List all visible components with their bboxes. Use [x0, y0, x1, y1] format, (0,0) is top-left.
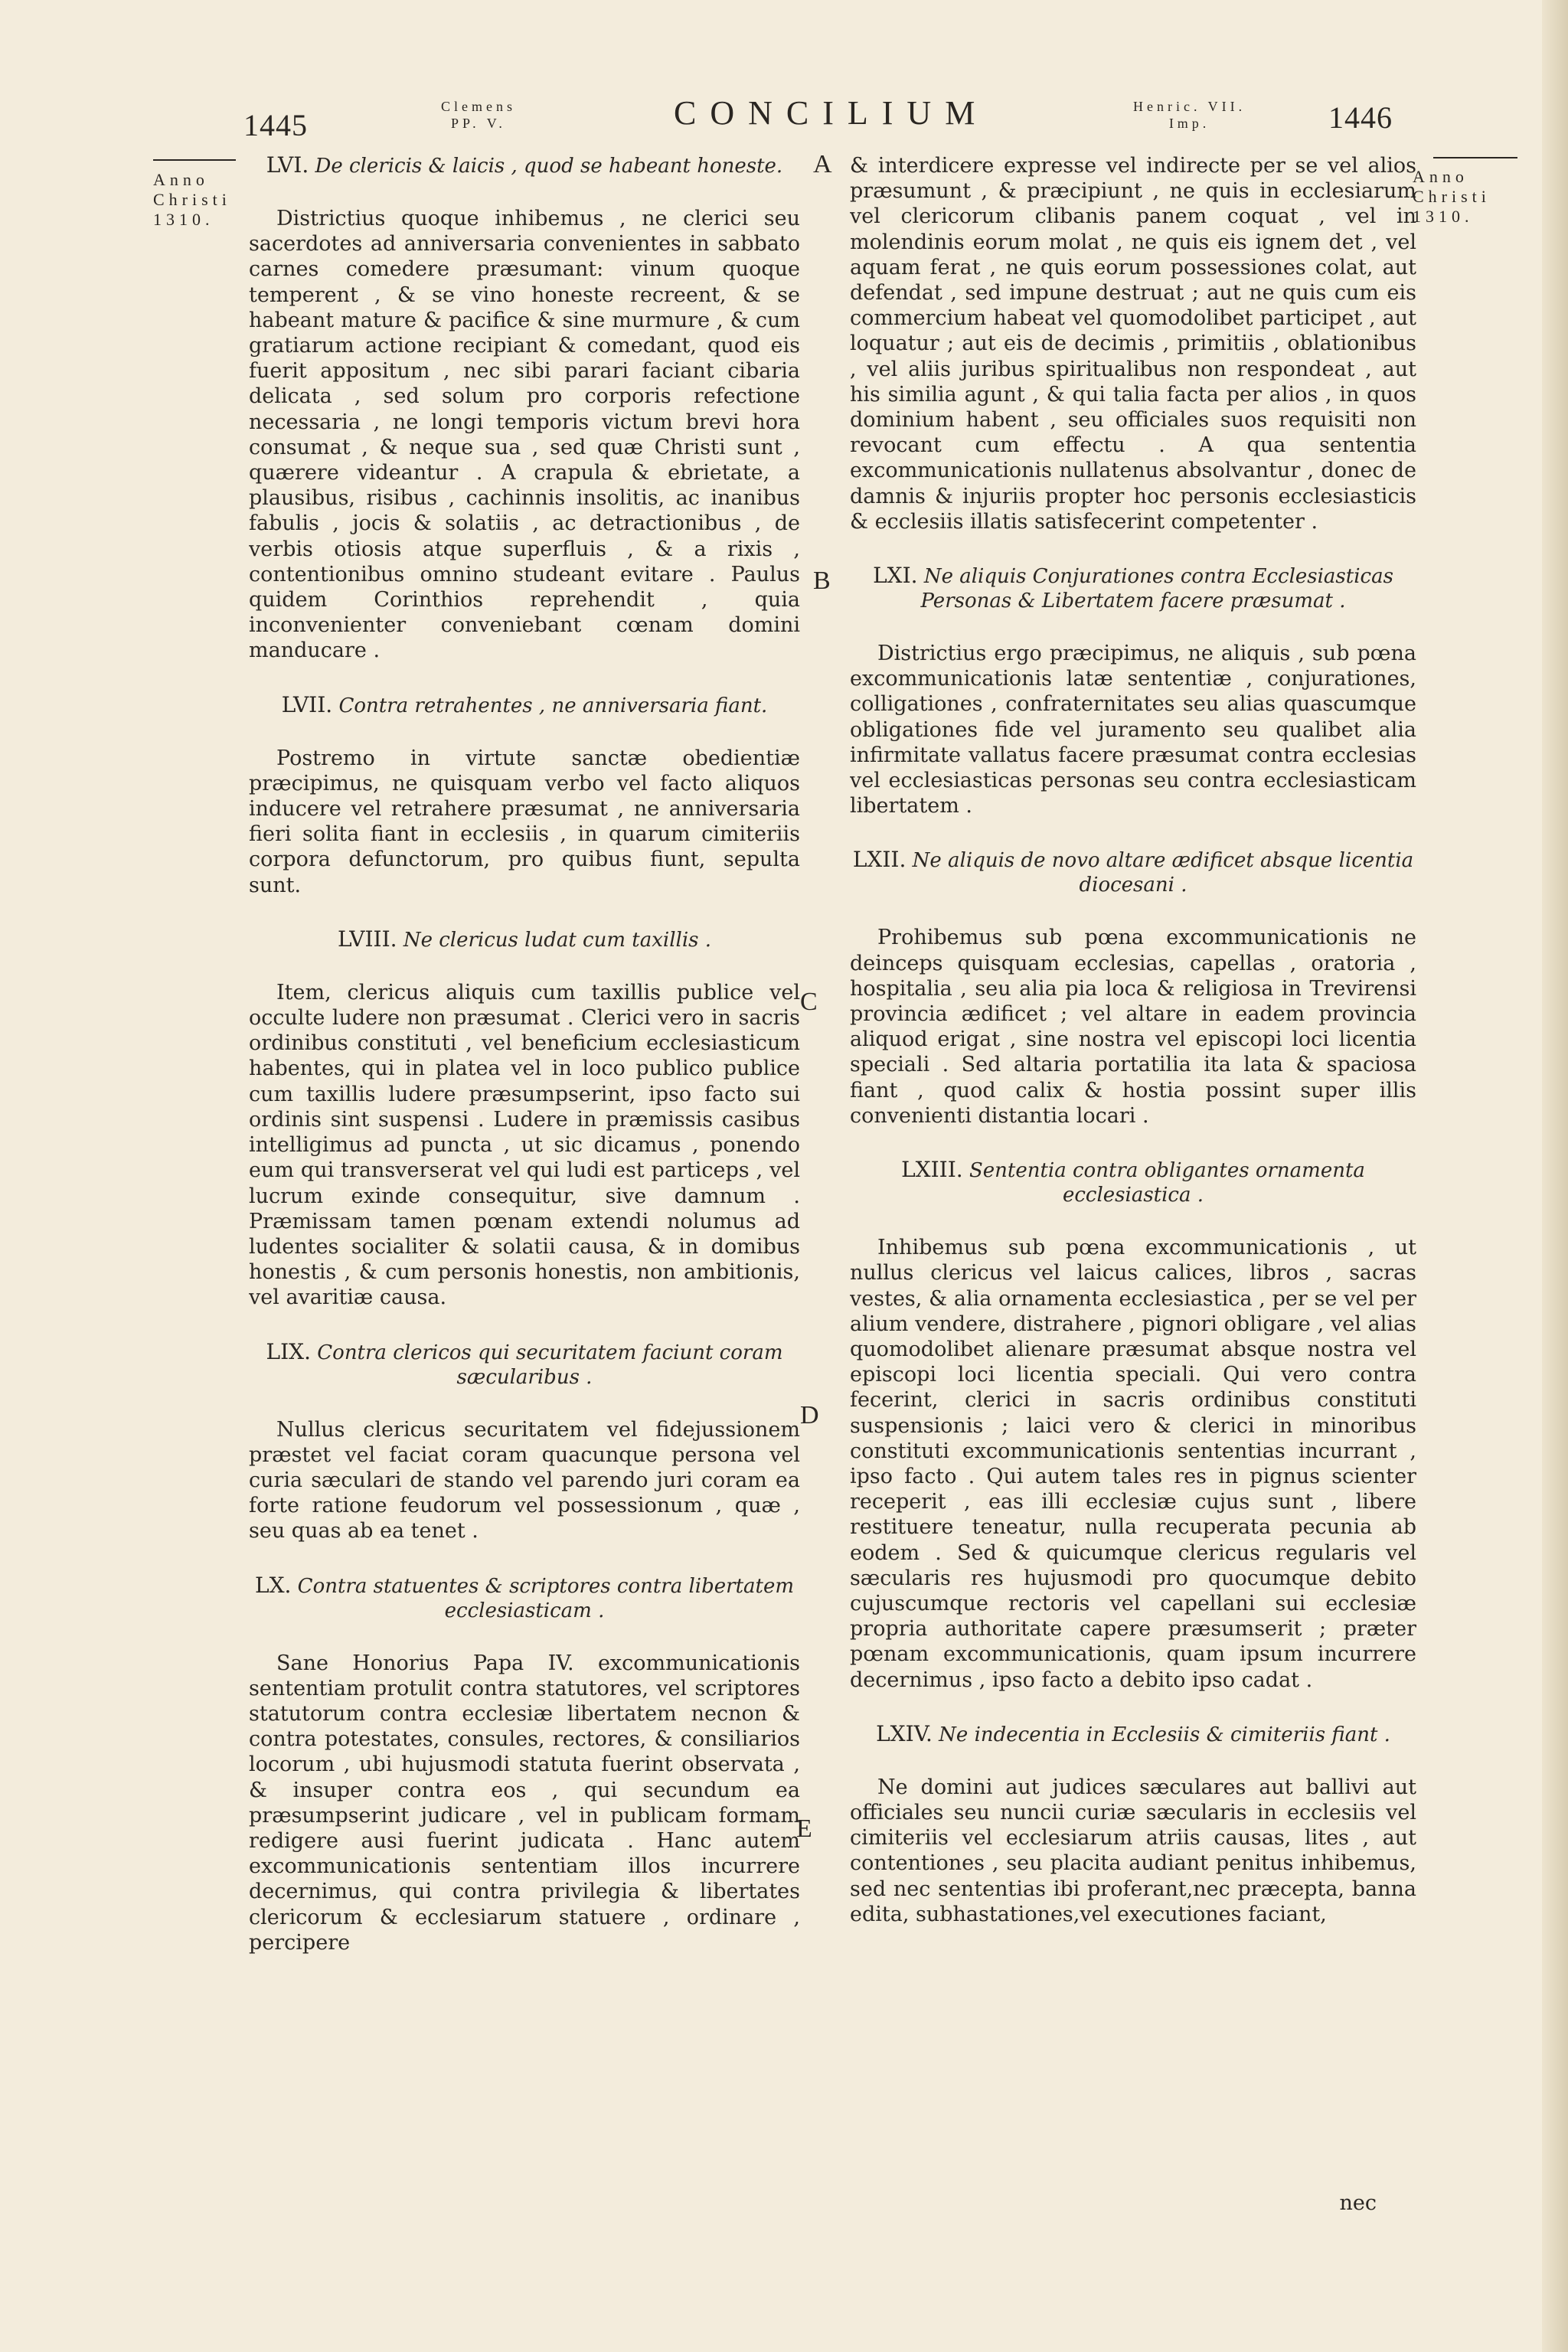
right-side-rule [1433, 157, 1517, 158]
section-paragraph: Districtius quoque inhibemus , ne clerici seu sacerdotes ad anniversaria convenientes in sabbato carnes comedere præsumant: vinum quoque temperent , & se vino honeste recreent, & se habeant mature & pacifice & sine murmure , & cum gratiarum actione recipiant & comedant, quod eis fuerit appositum , nec sibi parari faciant cibaria delicata , sed solum pro corporis refectione necessaria , ne longi temporis victum brevi hora consumat , & neque sua , sed quæ Christi sunt , quærere videantur . A crapula & ebrietate, a plausibus, risibus , cachinnis insolitis, ac inanibus fabulis , jocis & solatiis , ac detractionibus , de verbis otiosis atque superfluis , & a rixis , contentionibus omnino studeant evitare . Paulus quidem Corinthios reprehendit , quia inconvenienter conveniebant cœnam domini manducare . [249, 207, 800, 663]
section-heading [249, 1573, 800, 1623]
left-running-head [441, 98, 516, 132]
section-heading [249, 927, 800, 952]
section-paragraph: Nullus clericus securitatem vel fidejussionem præstet vel faciat coram quacunque persona vel curia sæculari de stando vel parendo juri coram ea forte ratione feudorum vel possessionum , quæ , seu quas ab ea tenet . [249, 1417, 800, 1544]
section-title: Sententia contra obligantes ornamenta ecclesiastica . [969, 1159, 1365, 1207]
right-page-number: 1446 [1328, 100, 1393, 135]
side-note-line: Anno [153, 170, 209, 189]
section-paragraph: Inhibemus sub pœna excommunicationis , ut nullus clericus vel laicus calices, libros , sacras vestes, & alia ornamenta ecclesiastica , per se vel per alium vendere, distrahere , pignori obligare , vel alias quomodolibet alienare præsumat absque nostra vel episcopi loci licentia speciali. Qui vero contra fecerint, clerici in sacris ordinibus constituti suspensionis ; laici vero & clerici in minoribus constituti excommunicationis sententias incurrant , ipso facto . Qui autem tales res in pignus scienter receperit , eas illi ecclesiæ cujus sunt , libere restituere teneatur, nulla recuperata pecunia ab eodem . Sed & quicumque clericus regularis vel sæcularis res hujusmodi pro quocumque debito cujuscumque rectoris vel capellani sui ecclesiæ propria authoritate capere præsumserit ; præter pœnam excommunicationis, quam ipsum incurrere decernimus , ipso facto a debito ipso cadat . [850, 1236, 1416, 1692]
side-note-line: Christi [153, 190, 231, 209]
section-title: Contra clericos qui securitatem faciunt coram sæcularibus . [317, 1341, 783, 1389]
section-lxiii [850, 1158, 1416, 1693]
section-lx-continued [850, 153, 1416, 534]
section-heading [850, 1158, 1416, 1207]
section-title: Ne aliquis de novo altare ædificet absque licentia diocesani . [912, 849, 1414, 897]
catchword: nec [1339, 2191, 1377, 2215]
right-running-head [1133, 98, 1246, 132]
section-heading [249, 153, 800, 178]
left-running-line-2: PP. V. [451, 116, 506, 131]
section-paragraph: Ne domini aut judices sæculares aut ballivi aut officiales seu nuncii curiæ sæcularis in ecclesiis vel cimiteriis vel ecclesiarum atriis causas, lites , aut contentiones , seu placita audiant penitus inhibemus, sed nec sententias ibi proferant,nec præcepta, banna edita, subhastationes,vel executiones faciant, [850, 1775, 1416, 1926]
section-lx [249, 1573, 800, 1955]
section-paragraph: Sane Honorius Papa IV. excommunicationis sententiam protulit contra statutores, vel scriptores statutorum contra ecclesiæ libertatem necnon & contra potestates, consules, rectores, & consiliarios locorum , ubi hujusmodi statuta fuerint observata , & insuper contra eos , qui secundum ea præsumpserint judicare , vel in publicam formam redigere ausi fuerint judicata . Hanc autem excommunicationis sententiam illos incurrere decernimus, qui contra privilegia & libertates clericorum & ecclesiarum statuere , ordinare , percipere [249, 1651, 800, 1955]
section-heading [249, 693, 800, 718]
section-lxi [850, 564, 1416, 818]
left-side-note [153, 170, 231, 230]
section-title: De clericis & laicis , quod se habeant honeste. [315, 155, 783, 178]
section-lxiv [850, 1722, 1416, 1927]
left-running-line-1: Clemens [441, 99, 516, 114]
section-lvii [249, 693, 800, 898]
right-running-line-1: Henric. VII. [1133, 99, 1246, 114]
section-number: LIX. [266, 1338, 311, 1364]
section-title: Contra retrahentes , ne anniversaria fiant. [338, 694, 768, 717]
section-paragraph: Item, clericus aliquis cum taxillis publice vel occulte ludere non præsumat . Clerici vero in sacris ordinibus constituti , vel beneficium ecclesiasticum habentes, qui in platea vel in loco publico publice cum taxillis ludere præsumpserint, ipso facto sui ordinis sint suspensi . Ludere in præmissis casibus intelligimus ad puncta , ut sic dicamus , ponendo eum qui transverserat vel qui ludi est particeps , vel lucrum exinde consequitur, sive damnum . Præmissam tamen pœnam extendi nolumus ad ludentes socialiter & solatii causa, & in domibus honestis , & cum personis honestis, non ambitionis, vel avaritiæ causa. [249, 980, 800, 1310]
right-running-line-2: Imp. [1168, 116, 1210, 131]
section-heading [249, 1340, 800, 1390]
section-number: LVII. [281, 691, 333, 717]
section-number: LXIII. [901, 1157, 963, 1183]
section-heading [850, 564, 1416, 613]
left-page-number: 1445 [243, 108, 308, 142]
section-lxii [850, 848, 1416, 1129]
page-title: CONCILIUM [674, 94, 989, 132]
section-number: LXII. [852, 847, 906, 873]
margin-letter-e: E [796, 1815, 812, 1843]
section-lvi [249, 153, 800, 664]
section-title: Contra statuentes & scriptores contra libertatem ecclesiasticam . [297, 1574, 795, 1622]
side-note-line: Anno [1413, 167, 1468, 186]
section-paragraph: Prohibemus sub pœna excommunicationis ne deinceps quisquam ecclesias, capellas , oratoria , hospitalia , seu alia pia loca & religiosa in Trevirensi provincia ædificet ; vel altare in eadem provincia aliquod erigat , sine nostra vel episcopi loci licentia speciali . Sed altaria portatilia ita lata & spaciosa fiant , quod calix & hostia possint super illis convenienti distantia locari . [850, 926, 1416, 1128]
left-side-rule [153, 159, 236, 161]
margin-letter-b: B [813, 567, 831, 595]
section-paragraph: Districtius ergo præcipimus, ne aliquis , sub pœna excommunicationis latæ sententiæ , conjurationes, colligationes , confraternitates seu alias quascumque obligationes fide vel juramento seu qualibet alia infirmitate vallatus facere præsumat contra ecclesias vel ecclesiasticas personas seu contra ecclesiasticam libertatem . [850, 642, 1416, 818]
margin-letter-a: A [813, 150, 832, 178]
section-lix [249, 1340, 800, 1544]
side-note-line: 1310. [153, 210, 214, 229]
side-note-line: Christi [1413, 187, 1491, 206]
page-gutter [1542, 0, 1568, 2352]
section-number: LXIV. [876, 1720, 933, 1746]
section-paragraph: & interdicere expresse vel indirecte per se vel alios præsumunt , & præcipiunt , ne quis in ecclesiarum vel clericorum clibanis panem coquat , vel in molendinis eorum molat , ne quis eis ignem det , vel aquam ferat , ne quis eorum possessiones colat, aut defendat , sed impune destruat ; aut ne quis cum eis commercium habeat vel quomodolibet participet , aut loquatur ; aut eis de decimis , primitiis , oblationibus , vel aliis juribus spiritualibus non respondeat , aut his similia agunt , & qui talia facta per alios , in quos dominium habent , seu officiales suos requisiti non revocant cum effectu . A qua sententia excommunicationis nullatenus absolvantur , donec de damnis & injuriis propter hoc personis ecclesiasticis & ecclesiis illatis satisfecerint competenter . [850, 154, 1416, 534]
margin-letter-c: C [800, 988, 818, 1016]
right-column [850, 153, 1416, 2321]
section-title: Ne indecentia in Ecclesiis & cimiteriis fiant . [939, 1723, 1390, 1746]
section-title: Ne aliquis Conjurationes contra Ecclesiasticas Personas & Libertatem facere præsumat . [920, 565, 1393, 613]
section-number: LVI. [266, 153, 309, 178]
right-side-note [1413, 167, 1491, 227]
section-heading [850, 848, 1416, 897]
section-number: LX. [254, 1572, 292, 1598]
section-title: Ne clericus ludat cum taxillis . [403, 928, 712, 952]
side-note-line: 1310. [1413, 207, 1474, 226]
section-number: LVIII. [337, 926, 397, 952]
margin-letter-d: D [800, 1401, 819, 1429]
section-heading [850, 1722, 1416, 1747]
section-paragraph: Postremo in virtute sanctæ obedientiæ præcipimus, ne quisquam verbo vel facto aliquos inducere vel retrahere præsumat , ne anniversaria fieri solita fiant in ecclesiis , in quarum cimiteriis corpora defunctorum, pro quibus fiunt, sepulta sunt. [249, 746, 800, 897]
section-lviii [249, 927, 800, 1311]
section-number: LXI. [873, 563, 918, 589]
left-column [249, 153, 800, 2321]
